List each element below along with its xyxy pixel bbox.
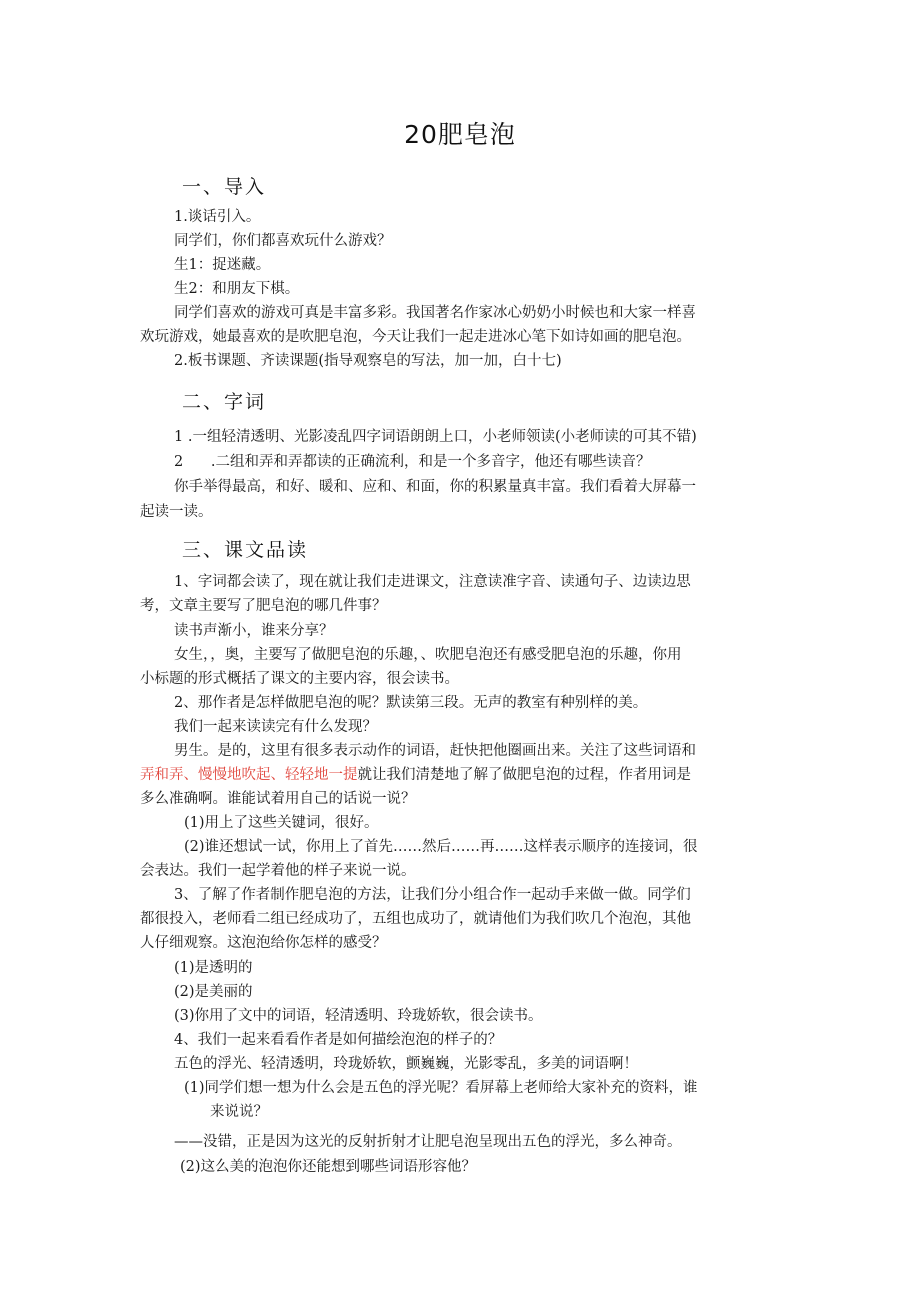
paragraph-line: 我们一起来读读完有什么发现？: [174, 719, 377, 735]
paragraph-line: (2)谁还想试一试，你用上了首先……然后……再……这样表示顺序的连接词，很: [184, 839, 698, 855]
paragraph-line-highlighted: [140, 764, 691, 786]
paragraph-line: 来说说？: [210, 1104, 268, 1120]
page-title: 20肥皂泡: [404, 120, 516, 149]
section-heading-words: 二、字词: [182, 391, 267, 413]
paragraph-line: ——没错，正是因为这光的反射折射才让肥皂泡呈现出五色的浮光，多么神奇。: [174, 1134, 682, 1150]
paragraph-line: (3)你用了文中的词语，轻清透明、玲珑娇软，很会读书。: [174, 1008, 543, 1024]
paragraph-line: 起读一读。: [140, 504, 213, 520]
paragraph-line: 生2：和朋友下棋。: [174, 281, 300, 297]
paragraph-line: 2 .二组和弄和弄都读的正确流利，和是一个多音字，他还有哪些读音？: [174, 454, 651, 470]
paragraph-line: (1)用上了这些关键词，很好。: [184, 815, 379, 831]
paragraph-line: 生1：捉迷藏。: [174, 257, 271, 273]
paragraph-line: 1 .一组轻清透明、光影凌乱四字词语朗朗上口，小老师领读(小老师读的可其不错): [174, 429, 697, 445]
paragraph-line: 1、字词都会读了，现在就让我们走进课文，注意读准字音、读通句子、边读边思: [174, 574, 691, 590]
paragraph-line: 会表达。我们一起学着他的样子来说一说。: [140, 863, 416, 879]
paragraph-line: 五色的浮光、轻清透明，玲珑娇软，颤巍巍，光影零乱，多美的词语啊！: [174, 1056, 638, 1072]
paragraph-line: (1)是透明的: [174, 960, 253, 976]
paragraph-line: 你手举得最高，和好、暖和、应和、和面，你的积累量真丰富。我们看着大屏幕一: [174, 479, 696, 495]
paragraph-line: 多么准确啊。谁能试着用自己的话说一说？: [140, 791, 416, 807]
paragraph-line: 欢玩游戏，她最喜欢的是吹肥皂泡，今天让我们一起走进冰心笔下如诗如画的肥皂泡。: [140, 329, 691, 345]
paragraph-line: 女生，，奥，主要写了做肥皂泡的乐趣，、吹肥皂泡还有感受肥皂泡的乐趣，你用: [174, 647, 682, 663]
paragraph-line: 同学们喜欢的游戏可真是丰富多彩。我国著名作家冰心奶奶小时候也和大家一样喜: [174, 305, 696, 321]
paragraph-line: (1)同学们想一想为什么会是五色的浮光呢？看屏幕上老师给大家补充的资料，谁: [184, 1080, 698, 1096]
paragraph-line: 2、那作者是怎样做肥皂泡的呢？默读第三段。无声的教室有种别样的美。: [174, 695, 648, 711]
paragraph-line: 男生。是的，这里有很多表示动作的词语，赶快把他圈画出来。关注了这些词语和: [174, 743, 696, 759]
paragraph-line: 人仔细观察。这泡泡给你怎样的感受？: [140, 935, 387, 951]
paragraph-line: 小标题的形式概括了课文的主要内容，很会读书。: [140, 671, 459, 687]
paragraph-line: 1.谈话引入。: [174, 209, 261, 225]
highlighted-words: 弄和弄、慢慢地吹起、轻轻地一提: [140, 767, 358, 783]
paragraph-line: 读书声渐小，谁来分享？: [174, 623, 334, 639]
paragraph-line: 都很投入，老师看二组已经成功了，五组也成功了，就请他们为我们吹几个泡泡，其他: [140, 911, 691, 927]
paragraph-line: (2)这么美的泡泡你还能想到哪些词语形容他？: [180, 1159, 477, 1175]
paragraph-line: 4、我们一起来看看作者是如何描绘泡泡的样子的？: [174, 1032, 503, 1048]
section-heading-intro: 一、导入: [182, 176, 267, 198]
paragraph-line: (2)是美丽的: [174, 984, 253, 1000]
paragraph-line: 同学们，你们都喜欢玩什么游戏？: [174, 233, 392, 249]
paragraph-line: 考，文章主要写了肥皂泡的哪几件事？: [140, 598, 387, 614]
section-heading-reading: 三、课文品读: [182, 539, 309, 561]
paragraph-line: 2.板书课题、齐读课题(指导观察皂的写法，加一加，白十七): [174, 353, 562, 369]
paragraph-line: 3、了解了作者制作肥皂泡的方法，让我们分小组合作一起动手来做一做。同学们: [174, 887, 691, 903]
paragraph-text: 就让我们清楚地了解了做肥皂泡的过程，作者用词是: [357, 767, 691, 783]
